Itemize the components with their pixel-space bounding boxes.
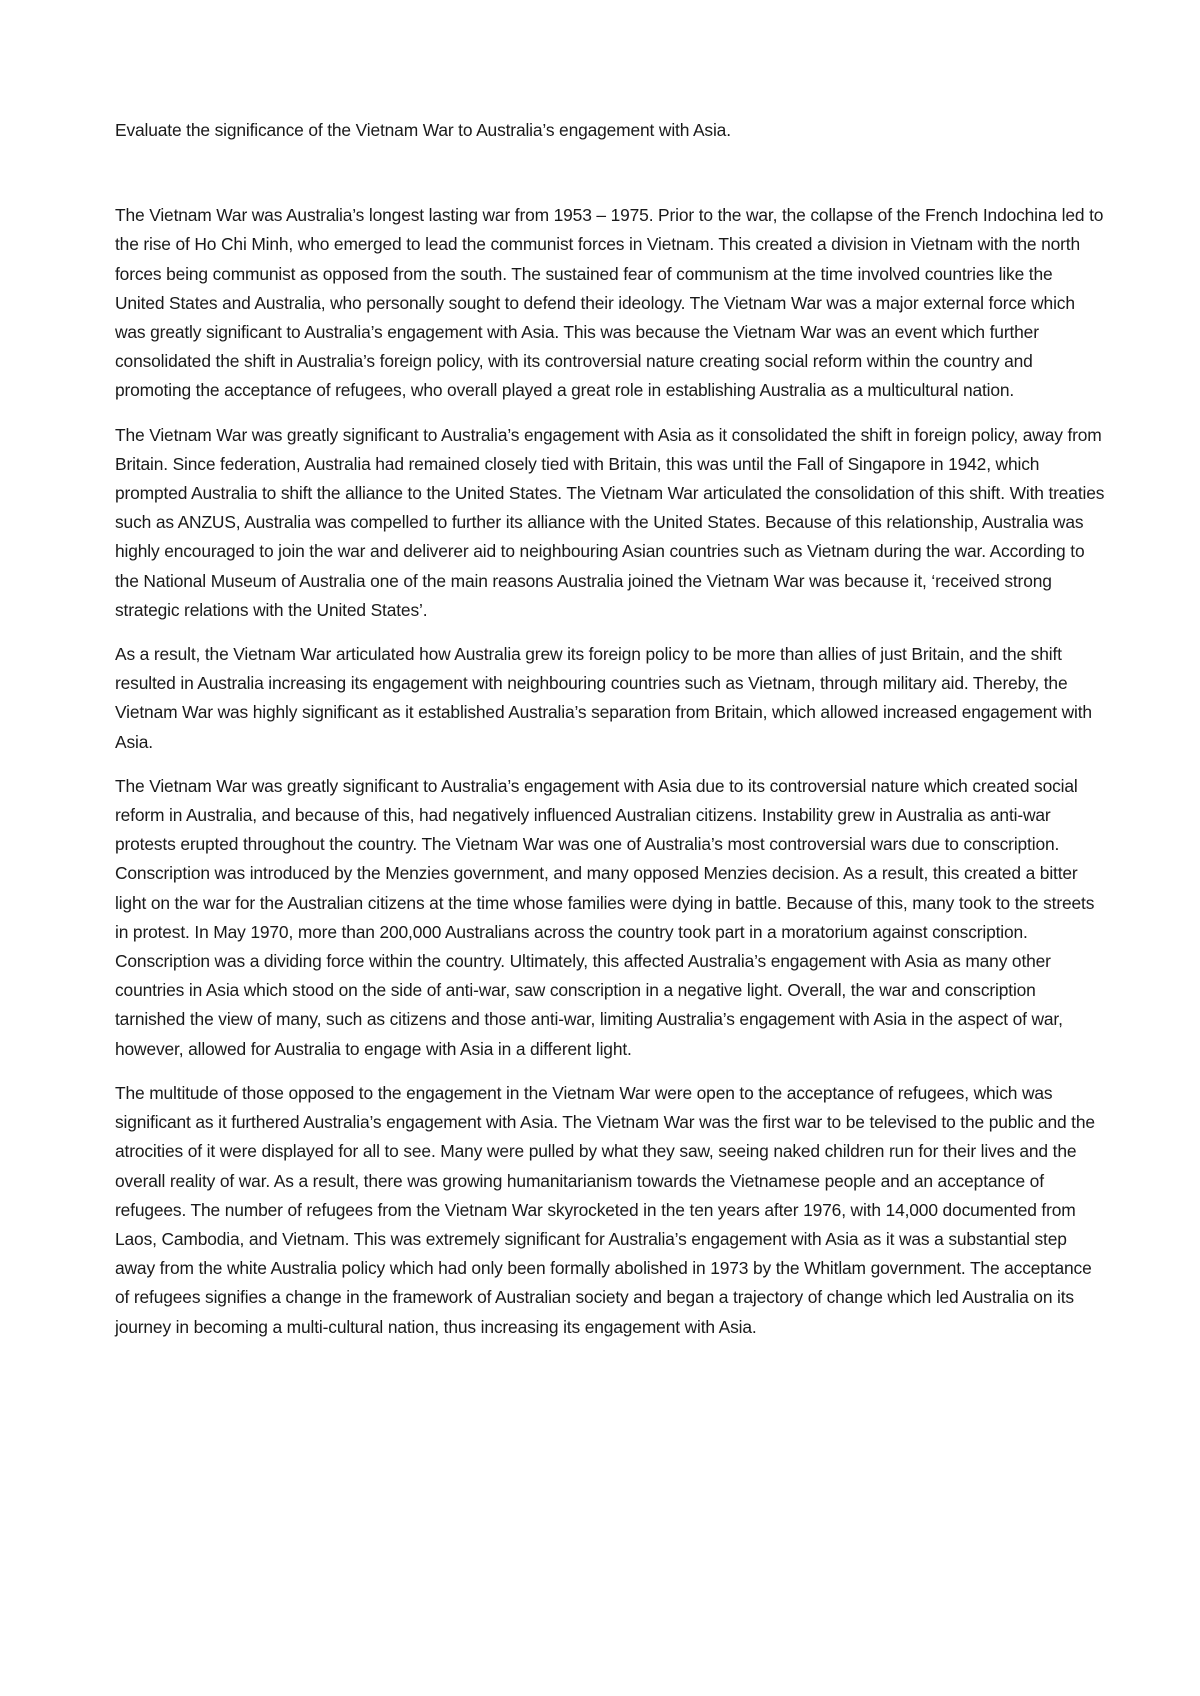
paragraph-introduction: The Vietnam War was Australia’s longest lasting war from 1953 – 1975. Prior to the war, the collapse of the French Indochina led to the rise of Ho Chi Minh, who emerged to lead the communist forces in Vietnam. This created a division in Vietnam with the north forces being communist as opposed from the south. The sustained fear of communism at the time involved countries like the United States and Australia, who personally sought to defend their ideology. The Vietnam War was a major external force which was greatly significant to Australia’s engagement with Asia. This was because the Vietnam War was an event which further consolidated the shift in Australia’s foreign policy, with its controversial nature creating social reform within the country and promoting the acceptance of refugees, who overall played a great role in establishing Australia as a multicultural nation. [115, 205, 1104, 401]
paragraph-foreign-policy: The Vietnam War was greatly significant to Australia’s engagement with Asia as it consolidated the shift in foreign policy, away from Britain. Since federation, Australia had remained closely tied with Britain, this was until the Fall of Singapore in 1942, which prompted Australia to shift the alliance to the United States. The Vietnam War articulated the consolidation of this shift. With treaties such as ANZUS, Australia was compelled to further its alliance with the United States. Because of this relationship, Australia was highly encouraged to join the war and deliverer aid to neighbouring Asian countries such as Vietnam during the war. According to the National Museum of Australia one of the main reasons Australia joined the Vietnam War was because it, ‘received strong strategic relations with the United States’. [115, 424, 1105, 620]
paragraph-social-reform: The Vietnam War was greatly significant to Australia’s engagement with Asia due to its controversial nature which created social reform in Australia, and because of this, had negatively influenced Australian citizens. Instability grew in Australia as anti-war protests erupted throughout the country. The Vietnam War was one of Australia’s most controversial wars due to conscription. Conscription was introduced by the Menzies government, and many opposed Menzies decision. As a result, this created a bitter light on the war for the Australian citizens at the time whose families were dying in battle. Because of this, many took to the streets in protest. In May 1970, more than 200,000 Australians across the country took part in a moratorium against conscription. Conscription was a dividing force within the country. Ultimately, this affected Australia’s engagement with Asia as many other countries in Asia which stood on the side of anti-war, saw conscription in a negative light. Overall, the war and conscription tarnished the view of many, such as citizens and those anti-war, limiting Australia’s engagement with Asia in the aspect of war, however, allowed for Australia to engage with Asia in a different light. [115, 775, 1095, 1059]
paragraph-refugees: The multitude of those opposed to the engagement in the Vietnam War were open to the acceptance of refugees, which was significant as it furthered Australia’s engagement with Asia. The Vietnam War was the first war to be televised to the public and the atrocities of it were displayed for all to see. Many were pulled by what they saw, seeing naked children run for their lives and the overall reality of war. As a result, there was growing humanitarianism towards the Vietnamese people and an acceptance of refugees. The number of refugees from the Vietnam War skyrocketed in the ten years after 1976, with 14,000 documented from Laos, Cambodia, and Vietnam. This was extremely significant for Australia’s engagement with Asia as it was a substantial step away from the white Australia policy which had only been formally abolished in 1973 by the Whitlam government. The acceptance of refugees signifies a change in the framework of Australian society and began a trajectory of change which led Australia on its journey in becoming a multi-cultural nation, thus increasing its engagement with Asia. [115, 1082, 1095, 1337]
paragraph-foreign-policy-conclusion: As a result, the Vietnam War articulated how Australia grew its foreign policy to be more than allies of just Britain, and the shift resulted in Australia increasing its engagement with neighbouring countries such as Vietnam, through military aid. Thereby, the Vietnam War was highly significant as it established Australia’s separation from Britain, which allowed increased engagement with Asia. [115, 644, 1092, 752]
essay-question: Evaluate the significance of the Vietnam War to Australia’s engagement with Asia. [115, 120, 731, 140]
document-body [115, 116, 1105, 1357]
